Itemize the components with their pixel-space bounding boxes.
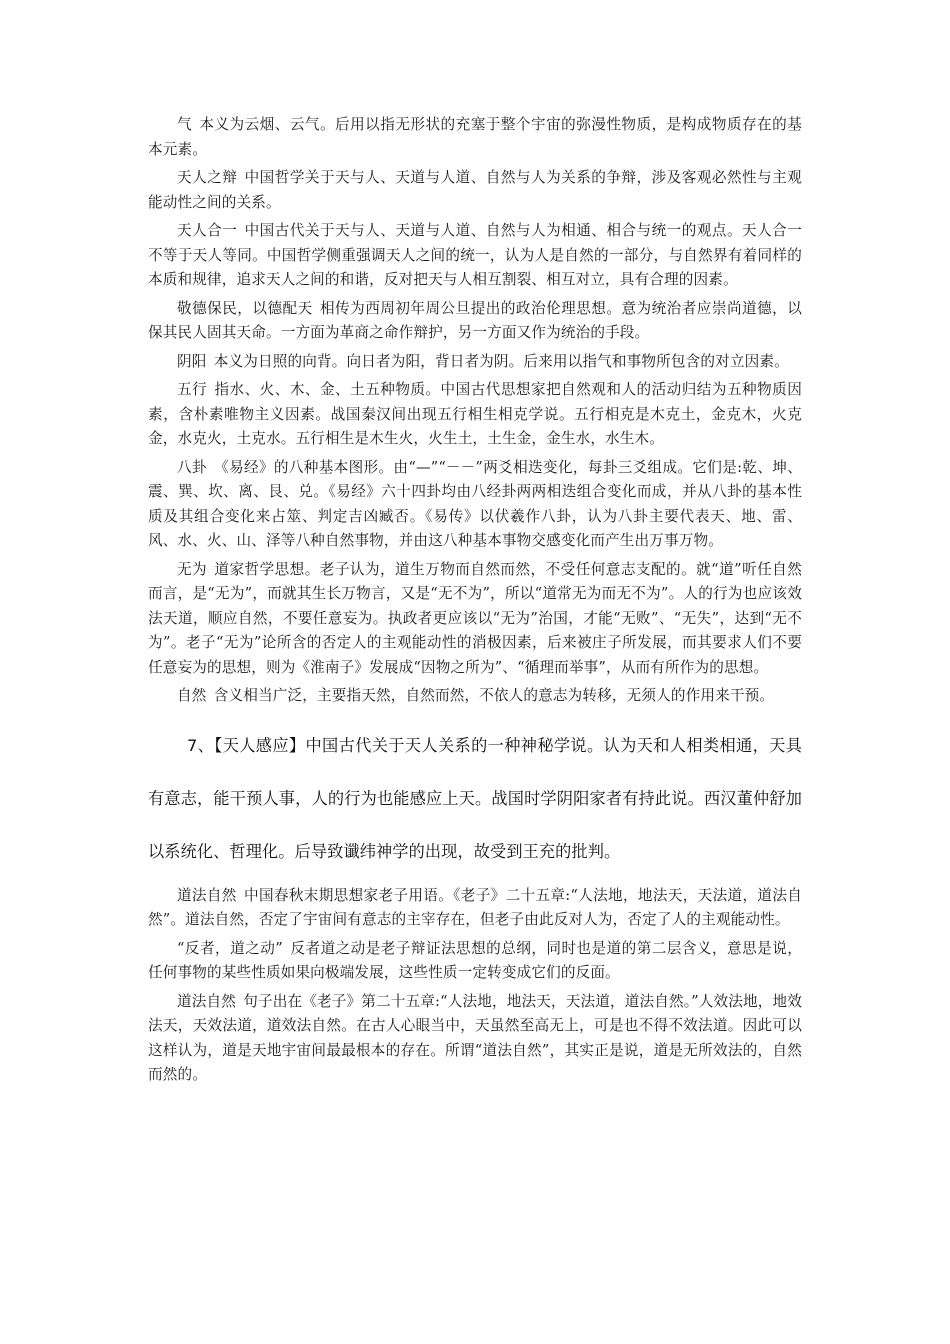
entry-term: 天人之辩	[177, 169, 238, 186]
entry-qi	[148, 113, 802, 162]
entry-jingde-baomin	[148, 297, 802, 346]
entry-text: 道家哲学思想。老子认为，道生万物而自然而然，不受任何意志支配的。就“道”听任自然而言，是“无为”，而就其生长万物言，又是“无不为”，所以“道常无为而无不为”。人的行为也应该效法天道，顺应自然，不要任意妄为。执政者更应该以“无为”治国，才能“无败”、“无失”，达到“无不为”。老子“无为”论所含的否定人的主观能动性的消极因素，后来被庄子所发展，而其要求人们不要任意妄为的思想，则为《淮南子》发展成“因物之所为”、“循理而举事”，从而有所作为的思想。	[148, 560, 802, 676]
entry-term: 自然	[177, 687, 207, 704]
entry-daofa-ziran-2	[148, 990, 802, 1088]
entry-term: 阴阳	[177, 352, 207, 370]
entry-fanzhe-daozhidong	[148, 937, 802, 986]
entry-yinyang	[148, 350, 802, 375]
entry-text: 句子出在《老子》第二十五章:“人法地，地法天，天法道，道法自然。”人效法地，地效法天，天效法道，道效法自然。在古人心眼当中，天虽然至高无上，可是也不得不效法道。因此可以这样认为，道是天地宇宙间最最根本的存在。所谓“道法自然”，其实正是说，道是无所效法的，自然而然的。	[148, 992, 802, 1083]
entry-term: “反者，道之动”	[177, 939, 283, 957]
entry-text: 指水、火、木、金、土五种物质。中国古代思想家把自然观和人的活动归结为五种物质因素，含朴素唯物主义因素。战国秦汉间出现五行相生相克学说。五行相克是木克土，金克木，火克金，水克火，土克水。五行相生是木生火，火生土，土生金，金生水，水生木。	[148, 381, 802, 447]
entry-tianren-heyi	[148, 219, 802, 293]
entry-text: 中国春秋末期思想家老子用语。《老子》二十五章:“人法地，地法天，天法道，道法自然”。道法自然，否定了宇宙间有意志的主宰存在，但老子由此反对人为，否定了人的主观能动性。	[148, 886, 802, 928]
entry-term: 天人合一	[177, 222, 238, 239]
entry-wuwei	[148, 558, 802, 681]
entry-term: 道法自然	[177, 886, 237, 904]
highlight-paragraph-tianren-ganying: 7、【天人感应】中国古代关于天人关系的一种神秘学说。认为天和人相类相通，天具有意志，能干预人事，人的行为也能感应上天。战国时学阴阳家者有持此说。西汉董仲舒加以系统化、哲理化。后导致谶纬神学的出现，故受到王充的批判。	[148, 735, 802, 861]
entry-term: 气	[177, 116, 193, 133]
entry-term: 无为	[177, 560, 208, 578]
entry-text: 《易经》的八种基本图形。由“—”“－－”两爻相迭变化，每卦三爻组成。它们是:乾、坤、震、巽、坎、离、艮、兑。《易经》六十四卦均由八经卦两两相迭组合变化而成，并从八卦的基本性质及其组合变化来占筮、判定吉凶臧否。《易传》以伏羲作八卦，认为八卦主要代表天、地、雷、风、水、火、山、泽等八种自然事物，并由这八种基本事物交感变化而产生出万事万物。	[148, 458, 802, 549]
entry-bagua	[148, 456, 802, 554]
entry-text: 本义为云烟、云气。后用以指无形状的充塞于整个宇宙的弥漫性物质，是构成物质存在的基本元素。	[148, 116, 802, 158]
entry-term: 八卦	[177, 458, 207, 476]
entry-wuxing	[148, 378, 802, 452]
entry-term: 敬德保民，以德配天	[177, 299, 313, 317]
entry-text: 中国哲学关于天与人、天道与人道、自然与人为关系的争辩，涉及客观必然性与主观能动性之间的关系。	[148, 169, 802, 211]
entry-ziran	[148, 684, 802, 709]
entry-text: 中国古代关于天与人、天道与人道、自然与人为相通、相合与统一的观点。天人合一不等于天人等同。中国哲学侧重强调天人之间的统一，认为人是自然的一部分，与自然界有着同样的本质和规律，追求天人之间的和谐，反对把天与人相互割裂、相互对立，具有合理的因素。	[148, 222, 802, 288]
entry-text: 相传为西周初年周公旦提出的政治伦理思想。意为统治者应崇尚道德，以保其民人固其天命。一方面为革商之命作辩护，另一方面又作为统治的手段。	[148, 299, 802, 341]
entry-term: 五行	[177, 381, 208, 398]
entry-term: 道法自然	[177, 992, 236, 1010]
entry-daofa-ziran	[148, 884, 802, 933]
entry-tianren-zhibian	[148, 166, 802, 215]
entry-text: 本义为日照的向背。向日者为阳，背日者为阴。后来用以指气和事物所包含的对立因素。	[213, 352, 789, 370]
entry-text: 反者道之动是老子辩证法思想的总纲，同时也是道的第二层含义，意思是说，任何事物的某些性质如果向极端发展，这些性质一定转变成它们的反面。	[148, 939, 802, 981]
entry-text: 含义相当广泛，主要指天然，自然而然，不依人的意志为转移，无须人的作用来干预。	[213, 687, 775, 704]
document-page	[148, 113, 802, 1092]
